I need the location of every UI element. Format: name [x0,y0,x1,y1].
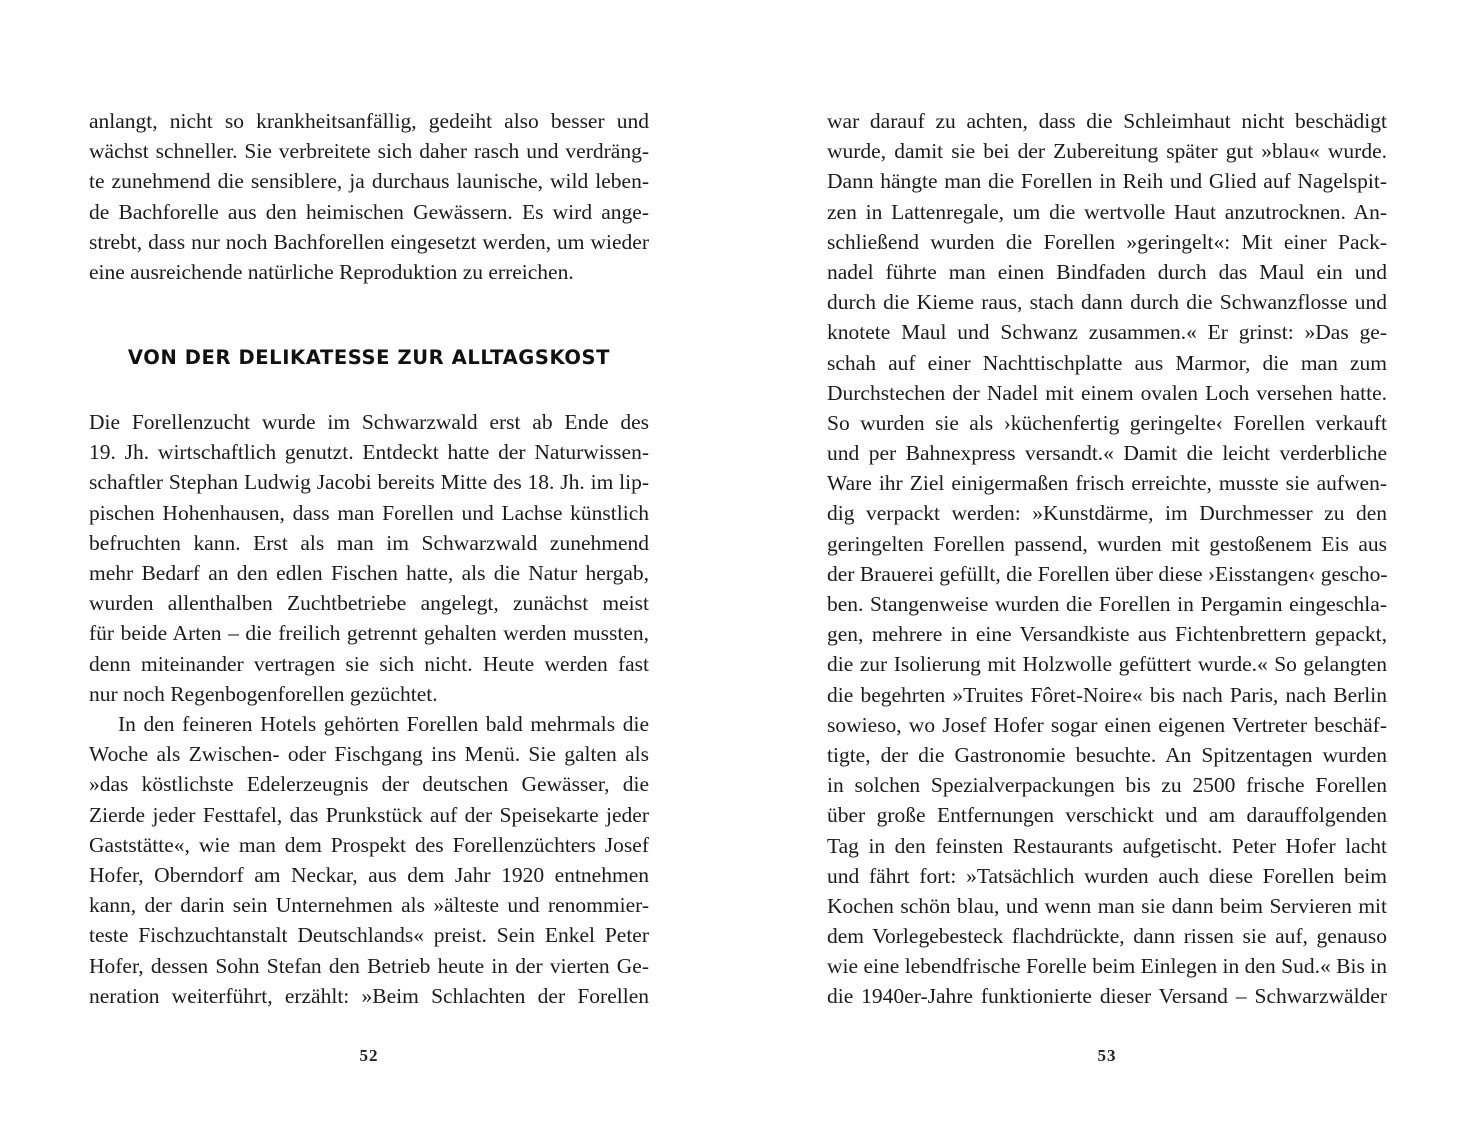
text-line: Die Forellenzucht wurde im Schwarzwald erst ab Ende des [89,410,649,434]
text-line: befruchten kann. Erst als man im Schwarzwald zunehmend [89,530,649,555]
text-line: in solchen Spezialverpackungen bis zu 2500 frische Forellen [827,773,1387,798]
text-line: Ware ihr Ziel einigermaßen frisch erreichte, musste sie aufwen- [827,471,1387,496]
text-line: strebt, dass nur noch Bachforellen eingesetzt werden, um wieder [89,229,649,254]
text-line: Hofer, Oberndorf am Neckar, aus dem Jahr 1920 entnehmen [89,862,649,887]
text-line: durch die Kieme raus, stach dann durch die Schwanzflosse und [827,290,1387,315]
text-line: zen in Lattenregale, um die wertvolle Haut anzutrocknen. An- [827,199,1387,224]
section-heading: VON DER DELIKATESSE ZUR ALLTAGSKOST [127,346,611,369]
text-line: dig verpackt werden: »Kunstdärme, im Durchmesser zu den [827,501,1387,526]
page-number: 53 [1097,1046,1117,1065]
text-line: und fährt fort: »Tatsächlich wurden auch diese Forellen beim [827,863,1387,888]
text-line: denn miteinander vertragen sie sich nicht. Heute werden fast [89,651,649,676]
text-line: Tag in den feinsten Restaurants aufgetischt. Peter Hofer lacht [827,833,1387,858]
paragraph-2 [89,709,649,1011]
text-line: 19. Jh. wirtschaftlich genutzt. Entdeckt hatte der Naturwissen- [89,440,649,465]
text-line: wie eine lebendfrische Forelle beim Einlegen in den Sud.« Bis in [827,954,1387,979]
text-line: die zur Isolierung mit Holzwolle gefüttert wurde.« So gelangten [827,652,1387,677]
text-line: über große Entfernungen verschickt und am darauffolgenden [827,803,1387,828]
text-line: und per Bahnexpress versandt.« Damit die leicht verderbliche [827,441,1387,466]
page-number: 52 [359,1046,379,1065]
text-line: dem Vorlegebesteck flachdrückte, dann rissen sie auf, genauso [827,924,1387,949]
text-line: kann, der darin sein Unternehmen als »älteste und renommier- [89,893,649,918]
text-line: eine ausreichende natürliche Reproduktion zu erreichen. [89,259,574,284]
text-line: anlangt, nicht so krankheitsanfällig, gedeiht also besser und [89,109,649,133]
text-line: Durchstechen der Nadel mit einem ovalen Loch versehen hatte. [827,380,1387,405]
text-line: Dann hängte man die Forellen in Reih und Glied auf Nagelspit- [827,169,1387,194]
text-line: für beide Arten – die freilich getrennt gehalten werden mussten, [89,621,649,646]
text-line: die 1940er-Jahre funktionierte dieser Versand – Schwarzwälder [827,984,1387,1009]
text-line: knotete Maul und Schwanz zusammen.« Er grinst: »Das ge- [827,320,1387,345]
text-line: der Brauerei gefüllt, die Forellen über diese ›Eisstangen‹ gescho- [827,561,1388,586]
text-line: schah auf einer Nachttischplatte aus Marmor, die man zum [827,350,1387,375]
text-line: wurde, damit sie bei der Zubereitung später gut »blau« wurde. [827,139,1387,164]
text-line: Hofer, dessen Sohn Stefan den Betrieb heute in der vierten Ge- [89,953,649,978]
text-line: die begehrten »Truites Fôret-Noire« bis nach Paris, nach Berlin [827,682,1387,707]
text-line: gen, mehrere in eine Versandkiste aus Fichtenbrettern gepackt, [827,622,1387,647]
text-line: pischen Hohenhausen, dass man Forellen und Lachse künstlich [89,500,649,525]
text-line: sowieso, wo Josef Hofer sogar einen eigenen Vertreter beschäf- [827,712,1387,737]
text-line: nur noch Regenbogenforellen gezüchtet. [89,681,438,706]
text-line: Zierde jeder Festtafel, das Prunkstück auf der Speisekarte jeder [89,802,649,827]
text-line: wurden allenthalben Zuchtbetriebe angelegt, zunächst meist [89,591,649,616]
text-line: Kochen schön blau, und wenn man sie dann beim Servieren mit [827,893,1387,918]
paragraph-1 [89,407,649,709]
text-line: So wurden sie als ›küchenfertig geringelte‹ Forellen verkauft [827,410,1387,435]
text-line: schaftler Stephan Ludwig Jacobi bereits Mitte des 18. Jh. im lip- [89,470,649,495]
text-line: geringelten Forellen passend, wurden mit gestoßenem Eis aus [827,531,1387,556]
text-line: Woche als Zwischen- oder Fischgang ins Menü. Sie galten als [89,742,649,767]
right-page [738,0,1476,1122]
text-line: »das köstlichste Edelerzeugnis der deutschen Gewässer, die [89,772,649,797]
text-line: schließend wurden die Forellen »geringelt«: Mit einer Pack- [827,229,1387,254]
text-line: te zunehmend die sensiblere, ja durchaus launische, wild leben- [89,169,649,194]
text-line: ben. Stangenweise wurden die Forellen in Pergamin eingeschla- [827,592,1387,616]
text-line: war darauf zu achten, dass die Schleimhaut nicht beschädigt [827,109,1387,133]
text-line: nadel führte man einen Bindfaden durch das Maul ein und [827,259,1387,284]
text-line: mehr Bedarf an den edlen Fischen hatte, als die Natur hergab, [89,560,649,585]
paragraph-intro [89,106,649,287]
text-line: teste Fischzuchtanstalt Deutschlands« preist. Sein Enkel Peter [89,923,649,948]
text-line: de Bachforelle aus den heimischen Gewässern. Es wird ange- [89,199,649,224]
text-line: In den feineren Hotels gehörten Forellen bald mehrmals die [118,712,649,736]
text-line: Gaststätte«, wie man dem Prospekt des Forellenzüchters Josef [89,832,649,857]
text-line: neration weiterführt, erzählt: »Beim Schlachten der Forellen [89,983,649,1008]
text-line: tigte, der die Gastronomie besuchte. An Spitzentagen wurden [827,742,1387,767]
text-line: wächst schneller. Sie verbreitete sich daher rasch und verdräng- [89,139,649,164]
paragraph-continued [827,106,1387,1012]
